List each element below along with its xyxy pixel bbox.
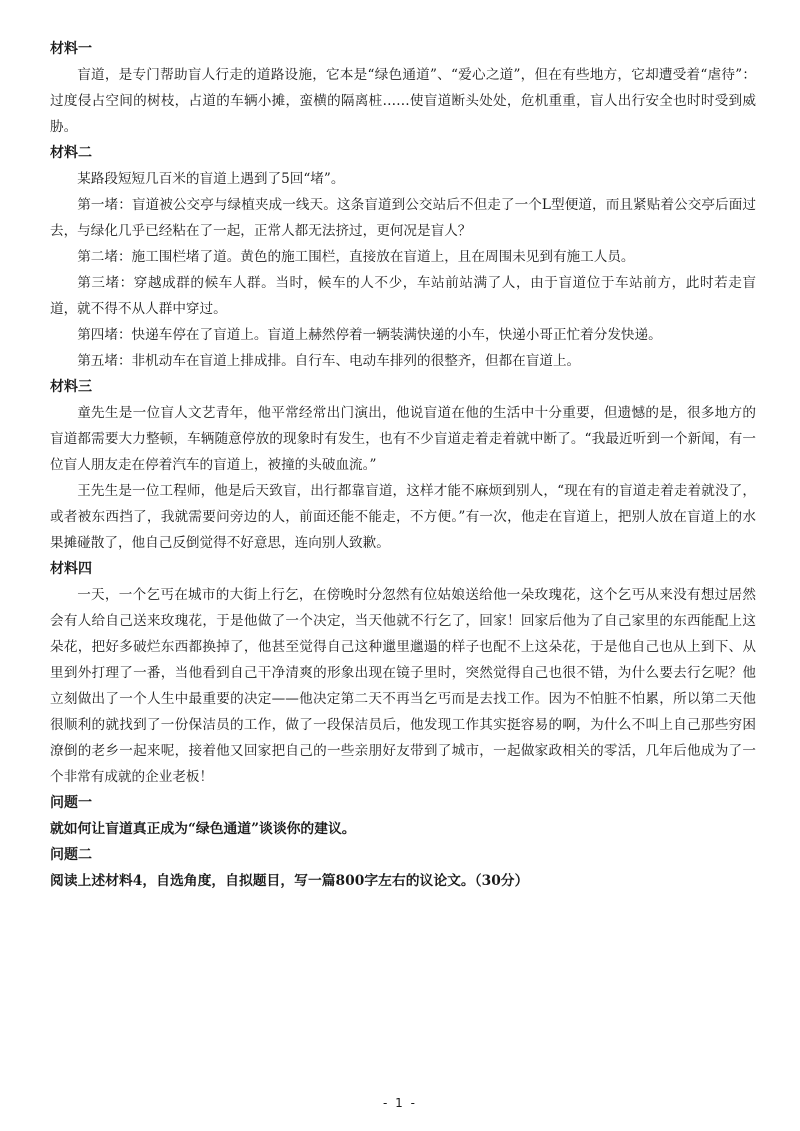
paragraph: 第二堵：施工围栏堵了道。黄色的施工围栏，直接放在盲道上，且在周围未见到有施工人员。 xyxy=(77,249,635,265)
section-title-m2: 材料二 xyxy=(50,145,92,161)
paragraph: 第四堵：快递车停在了盲道上。盲道上赫然停着一辆装满快递的小车，快递小哥正忙着分发快递。 xyxy=(77,327,662,343)
question-title-2: 问题二 xyxy=(50,847,92,863)
section-title-m1: 材料一 xyxy=(50,41,92,57)
paragraph: 盲道，是专门帮助盲人行走的道路设施，它本是“绿色通道”、“爱心之道”，但在有些地方，它却遭受着“虐待”：过度侵占空间的树枝，占道的车辆小摊，蛮横的隔离桩……使盲道断头处处，危机重重，盲人出行安全也时时受到威胁。 xyxy=(50,67,756,135)
section-title-m3: 材料三 xyxy=(50,379,92,395)
paragraph: 一天，一个乞丐在城市的大街上行乞，在傍晚时分忽然有位姑娘送给他一朵玫瑰花，这个乞丐从来没有想过居然会有人给自己送来玫瑰花，于是他做了一个决定，当天他就不行乞了，回家！回家后他为了自己家里的东西能配上这朵花，把好多破烂东西都换掉了，他甚至觉得自己这种邋里邋遢的样子也配不上这朵花，于是他自己也从上到下、从里到外打理了一番，当他看到自己干净清爽的形象出现在镜子里时，突然觉得自己也很不错，为什么要去行乞呢？他立刻做出了一个人生中最重要的决定——他决定第二天不再当乞丐而是去找工作。因为不怕脏不怕累，所以第二天他很顺利的就找到了一份保洁员的工作，做了一段保洁员后，他发现工作其实挺容易的啊，为什么不叫上自己那些穷困潦倒的老乡一起来呢，接着他又回家把自己的一些亲朋好友带到了城市，一起做家政相关的零活，几年后他成为了一个非常有成就的企业老板！ xyxy=(50,587,756,785)
paragraph: 王先生是一位工程师，他是后天致盲，出行都靠盲道，这样才能不麻烦到别人，“现在有的盲道走着走着就没了，或者被东西挡了，我就需要问旁边的人，前面还能不能走，不方便。”有一次，他走在盲道上，把别人放在盲道上的水果摊碰散了，他自己反倒觉得不好意思，连向别人致歉。 xyxy=(50,483,756,551)
paragraph: 某路段短短几百米的盲道上遇到了5回“堵”。 xyxy=(77,171,345,187)
paragraph: 第一堵：盲道被公交亭与绿植夹成一线天。这条盲道到公交站后不但走了一个L型便道，而且紧贴着公交亭后面过去，与绿化几乎已经粘在了一起，正常人都无法挤过，更何况是盲人？ xyxy=(50,197,756,239)
page-number: - 1 - xyxy=(383,1096,417,1110)
paragraph: 第三堵：穿越成群的候车人群。当时，候车的人不少，车站前站满了人，由于盲道位于车站前方，此时若走盲道，就不得不从人群中穿过。 xyxy=(50,275,756,317)
paragraph: 第五堵：非机动车在盲道上排成排。自行车、电动车排列的很整齐，但都在盲道上。 xyxy=(77,353,581,369)
section-title-m4: 材料四 xyxy=(50,561,92,577)
question-title-1: 问题一 xyxy=(50,795,92,811)
document-body xyxy=(50,36,756,894)
question-text-1: 就如何让盲道真正成为“绿色通道”谈谈你的建议。 xyxy=(50,821,356,837)
paragraph: 童先生是一位盲人文艺青年，他平常经常出门演出，他说盲道在他的生活中十分重要，但遗憾的是，很多地方的盲道都需要大力整顿，车辆随意停放的现象时有发生，也有不少盲道走着走着就中断了。“我最近听到一个新闻，有一位盲人朋友走在停着汽车的盲道上，被撞的头破血流。” xyxy=(50,405,756,473)
question-text-2: 阅读上述材料4，自选角度，自拟题目，写一篇800字左右的议论文。（30分） xyxy=(50,873,529,889)
